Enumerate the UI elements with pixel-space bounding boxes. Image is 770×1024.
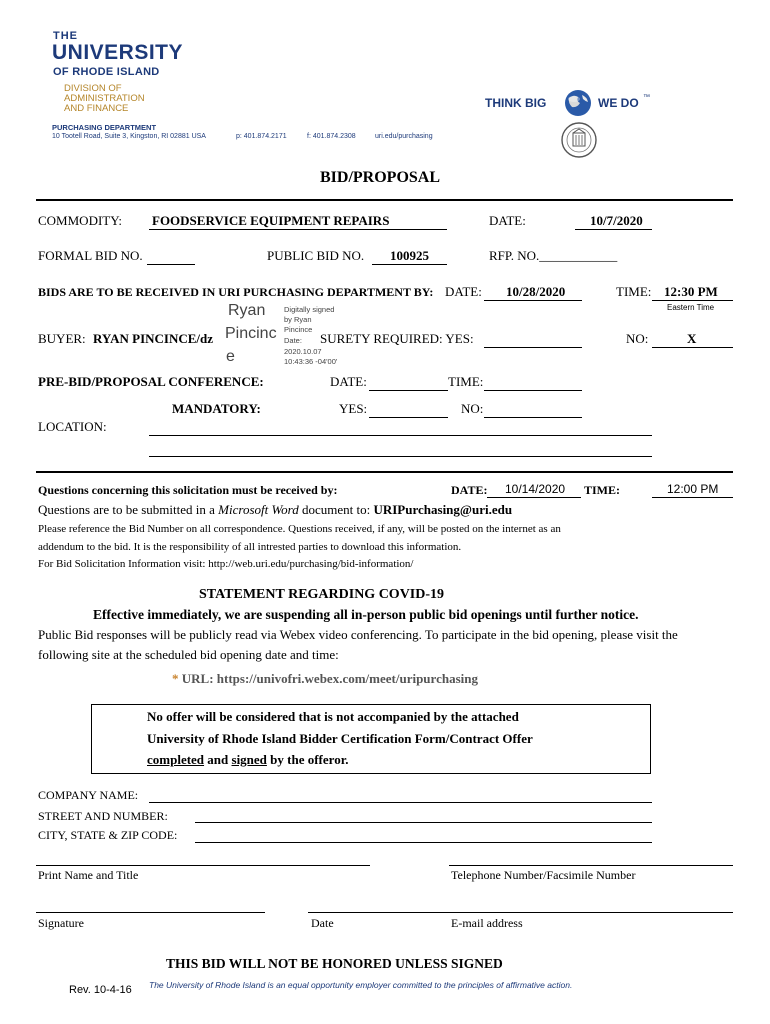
public-bid-value: 100925	[390, 248, 429, 263]
logo-the: THE	[53, 30, 78, 42]
signature-name-1: Ryan	[228, 302, 266, 319]
commodity-label: COMMODITY:	[38, 213, 123, 228]
not-honored-warning: THIS BID WILL NOT BE HONORED UNLESS SIGNED	[166, 956, 503, 971]
public-bid-underline	[372, 264, 447, 265]
received-date-label: DATE:	[445, 284, 482, 299]
signature-detail-1: Digitally signed	[284, 305, 335, 314]
webex-url[interactable]	[172, 671, 478, 687]
formal-bid-label: FORMAL BID NO.	[38, 248, 143, 263]
location-field-1[interactable]	[149, 435, 652, 436]
surety-no-value: X	[687, 331, 697, 346]
revision: Rev. 10-4-16	[69, 984, 132, 996]
questions-time-label: TIME:	[584, 483, 620, 497]
buyer-label: BUYER:	[38, 331, 86, 346]
mandatory-label: MANDATORY:	[172, 401, 261, 416]
notice-line-1: No offer will be considered that is not accompanied by the attached	[147, 709, 519, 724]
notice-signed: signed	[231, 752, 267, 767]
commodity-value: FOODSERVICE EQUIPMENT REPAIRS	[152, 213, 390, 228]
phone-field[interactable]	[449, 865, 733, 866]
notice-completed: completed	[147, 752, 205, 767]
phone-label: Telephone Number/Facsimile Number	[451, 868, 636, 882]
received-label: BIDS ARE TO BE RECEIVED IN URI PURCHASING DEPARTMENT BY:	[38, 285, 434, 299]
reference-line-2: addendum to the bid. It is the responsibility of all intrested parties to download this information.	[38, 541, 462, 553]
received-date-underline	[484, 300, 582, 301]
company-field[interactable]	[149, 802, 652, 803]
covid-text-2: following site at the scheduled bid opening date and time:	[38, 647, 339, 662]
form-title: BID/PROPOSAL	[320, 169, 441, 186]
signature-detail-5: 2020.10.07	[284, 347, 322, 356]
print-name-field[interactable]	[36, 865, 370, 866]
public-bid-label: PUBLIC BID NO.	[267, 248, 365, 263]
prebid-label: PRE-BID/PROPOSAL CONFERENCE:	[38, 374, 264, 389]
notice-line-2: University of Rhode Island Bidder Certification Form/Contract Offer	[147, 731, 533, 746]
questions-time-value: 12:00 PM	[667, 482, 719, 496]
trademark: ™	[643, 94, 650, 101]
company-label: COMPANY NAME:	[38, 788, 139, 802]
questions-date-value: 10/14/2020	[505, 482, 566, 496]
logo-division-1: DIVISION OF	[64, 83, 122, 94]
mandatory-yes-field[interactable]	[369, 417, 448, 418]
surety-label: SURETY REQUIRED: YES:	[320, 331, 474, 346]
submit-prefix: Questions are to be submitted in a	[38, 502, 219, 517]
eastern-time: Eastern Time	[667, 303, 715, 312]
submit-instructions	[38, 502, 512, 518]
prebid-date-field[interactable]	[369, 390, 448, 391]
buyer-value: RYAN PINCINCE/dz	[93, 331, 214, 346]
think-big-text: THINK BIG	[485, 96, 547, 110]
rfp-label: RFP. NO.____________	[489, 248, 618, 263]
logo-division-2: ADMINISTRATION	[64, 93, 145, 104]
time-underline	[652, 300, 733, 301]
signature-detail-3: Pincince	[284, 325, 313, 334]
signature-name-3: e	[226, 348, 235, 365]
purchasing-dept: PURCHASING DEPARTMENT	[52, 123, 157, 132]
dept-phone: p: 401.874.2171	[236, 133, 287, 140]
signature-detail-4: Date:	[284, 336, 302, 345]
title-rule	[36, 199, 733, 201]
notice-end: by the offeror.	[266, 752, 349, 767]
globe-icon	[561, 88, 595, 118]
location-field-2[interactable]	[149, 456, 652, 457]
date-value: 10/7/2020	[590, 213, 643, 228]
covid-title: STATEMENT REGARDING COVID-19	[199, 587, 445, 602]
mandatory-yes-label: YES:	[339, 401, 368, 416]
prebid-time-label: TIME:	[448, 374, 484, 389]
dept-web: uri.edu/purchasing	[375, 133, 433, 140]
submit-word: Microsoft Word	[218, 502, 299, 517]
street-field[interactable]	[195, 822, 652, 823]
date-underline	[575, 229, 652, 230]
mandatory-no-field[interactable]	[484, 417, 582, 418]
submit-mid: document to:	[298, 502, 374, 517]
signature-label: Signature	[38, 916, 84, 930]
notice-line-3	[147, 752, 349, 768]
location-label: LOCATION:	[38, 419, 107, 434]
signature-detail-6: 10:43:36 -04'00'	[284, 357, 338, 366]
questions-time-underline	[652, 497, 733, 498]
url-star: *	[172, 671, 179, 686]
reference-line-3: For Bid Solicitation Information visit: http://web.uri.edu/purchasing/bid-information/	[38, 558, 414, 570]
signature-field[interactable]	[36, 912, 265, 913]
logo-university: UNIVERSITY	[52, 41, 184, 64]
print-name-label: Print Name and Title	[38, 868, 139, 882]
signature-name-2: Pincinc	[225, 325, 277, 342]
formal-bid-field[interactable]	[147, 264, 195, 265]
mandatory-no-label: NO:	[461, 401, 484, 416]
questions-label: Questions concerning this solicitation must be received by:	[38, 483, 338, 497]
covid-notice: Effective immediately, we are suspending all in-person public bid openings until further notice.	[93, 607, 639, 622]
we-do-text: WE DO	[598, 96, 639, 110]
sign-date-label: Date	[311, 916, 334, 930]
time-label: TIME:	[616, 284, 652, 299]
questions-date-label: DATE:	[451, 483, 488, 497]
email-label: E-mail address	[451, 916, 523, 930]
surety-yes-field[interactable]	[484, 347, 582, 348]
surety-no-label: NO:	[626, 331, 649, 346]
eeo-statement: The University of Rhode Island is an equal opportunity employer committed to the principles of affirmative action.	[149, 980, 573, 990]
street-label: STREET AND NUMBER:	[38, 809, 168, 823]
prebid-time-field[interactable]	[484, 390, 582, 391]
section-rule-1	[36, 471, 733, 473]
city-field[interactable]	[195, 842, 652, 843]
url-text[interactable]: URL: https://univofri.webex.com/meet/uripurchasing	[178, 671, 478, 686]
date-label: DATE:	[489, 213, 526, 228]
covid-text-1: Public Bid responses will be publicly read via Webex video conferencing. To participate in the bid opening, please visit the	[38, 627, 678, 642]
commodity-underline	[149, 229, 447, 230]
received-date-value: 10/28/2020	[506, 284, 566, 299]
city-label: CITY, STATE & ZIP CODE:	[38, 828, 178, 842]
time-value: 12:30 PM	[664, 284, 718, 299]
sign-date-field[interactable]	[308, 912, 733, 913]
questions-date-underline	[487, 497, 581, 498]
surety-no-underline	[652, 347, 733, 348]
dept-fax: f: 401.874.2308	[307, 133, 356, 140]
uri-seal-icon	[559, 121, 599, 159]
prebid-date-label: DATE:	[330, 374, 367, 389]
logo-of-rhode-island: OF RHODE ISLAND	[53, 66, 160, 78]
notice-and: and	[204, 752, 232, 767]
reference-line-1: Please reference the Bid Number on all correspondence. Questions received, if any, will be posted on the internet as an	[38, 523, 561, 535]
dept-address: 10 Tootell Road, Suite 3, Kingston, RI 02881 USA	[52, 133, 206, 140]
logo-division-3: AND FINANCE	[64, 103, 129, 114]
signature-detail-2: by Ryan	[284, 315, 312, 324]
submit-email[interactable]: URIPurchasing@uri.edu	[373, 502, 513, 517]
